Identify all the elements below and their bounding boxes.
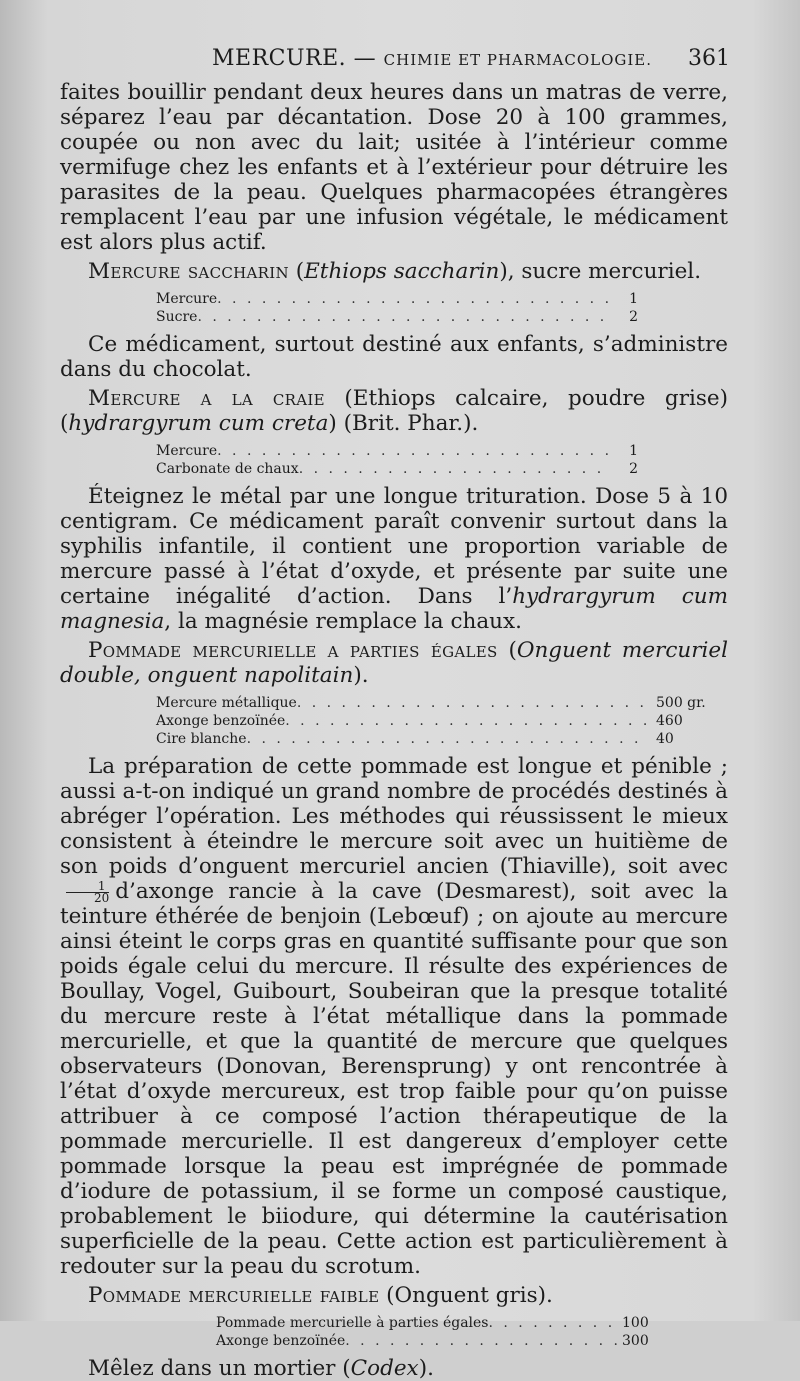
ingredient-quantity: 40 [656, 731, 674, 747]
heading-label: Pommade mercurielle faible [88, 1283, 380, 1308]
ingredient-name: Mercure [156, 291, 218, 307]
ingredient-name: Cire blanche [156, 731, 247, 747]
paragraph-continuation: faites bouillir pendant deux heures dans un matras de verre, séparez l’eau par décantation. Dose 20 à 100 grammes, coupée ou non avec du lait; usitée à l’intérieur comme vermifuge chez les enfants et à l’extérieur pour détruire les parasites de la peau. Quelques pharmacopées étrangères remplacent l’eau par une infusion végétale, le médicament est alors plus actif. [60, 80, 728, 255]
heading-italic: hydrargyrum cum creta [68, 411, 329, 436]
section-heading-mercure-craie [60, 386, 728, 436]
header-dash: — [353, 46, 377, 71]
heading-rest: ), sucre mercuriel. [499, 259, 702, 284]
ingredient-name: Mercure [156, 443, 218, 459]
header-subtitle: CHIMIE ET PHARMACOLOGIE. [383, 51, 653, 69]
paragraph-note-saccharin: Ce médicament, surtout destiné aux enfants, s’administre dans du chocolat. [60, 332, 728, 382]
paren-open: ( [288, 259, 305, 284]
recipe-row [156, 460, 638, 478]
ingredient-name: Pommade mercurielle à parties égales [216, 1315, 489, 1331]
recipe-row [216, 1332, 648, 1350]
recipe-row [156, 308, 638, 326]
ingredient-quantity: 1 [629, 443, 638, 459]
fraction [66, 878, 110, 905]
recipe-row [156, 290, 638, 308]
recipe-row [156, 712, 718, 730]
paragraph-final [60, 1356, 728, 1381]
note-text: La préparation de cette pommade est longue et pénible ; aussi a-t-on indiqué un grand nombre de procédés destinés à abréger l’opération. Les méthodes qui réussissent le mieux consistent à éteindre le mercure soit avec un huitième de son poids d’onguent mercuriel ancien (Thiaville), soit avec [60, 754, 728, 879]
ingredient-name: Sucre [156, 309, 198, 325]
running-header [60, 46, 732, 76]
dot-leader [217, 442, 612, 460]
heading-rest: (Onguent gris). [379, 1283, 553, 1308]
fraction-numerator: 1 [66, 881, 109, 893]
note-text-end: d’axonge rancie à la cave (Desmarest), soit avec la teinture éthérée de benjoin (Lebœuf) ; on ajoute au mercure ainsi éteint le corps gras en quantité suffisante pour que son poids égale celui du mercure. Il résulte des expériences de Boullay, Vogel, Guibourt, Soubeiran que la presque totalité du mercure reste à l’état métallique dans la pommade mercurielle, et que la quantité de mercure que quelques observateurs (Donovan, Berensprung) y ont rencontrée à l’état d’oxyde mercureux, est trop faible pour qu’on puisse attribuer à ce composé l’action thérapeutique de la pommade mercurielle. Il est dangereux d’employer cette pommade lorsque la peau est imprégnée de pommade d’iodure de potassium, il se forme un composé caustique, probablement le biiodure, qui détermine la cautérisation superficielle de la peau. Cette action est particulièrement à redouter sur la peau du scrotum. [60, 879, 728, 1279]
heading-italic: Onguent mercuriel double, onguent napolitain [60, 638, 728, 688]
dot-leader [489, 1314, 623, 1332]
ingredient-quantity: 500 gr. [656, 695, 706, 711]
recipe-pommade-egales [156, 694, 718, 748]
ingredient-name: Axonge benzoïnée [216, 1333, 346, 1349]
ingredient-quantity: 460 [656, 713, 683, 729]
dot-leader [299, 460, 612, 478]
header-title: MERCURE. [212, 46, 347, 71]
ingredient-quantity: 100 [622, 1315, 649, 1331]
recipe-row [156, 442, 638, 460]
recipe-row [216, 1314, 648, 1332]
section-heading-pommade-faible [60, 1283, 728, 1308]
heading-rest: ). [353, 663, 369, 688]
heading-rest: ) (Brit. Phar.). [328, 411, 479, 436]
ingredient-name: Carbonate de chaux [156, 461, 299, 477]
ingredient-quantity: 2 [629, 309, 638, 325]
dot-leader [285, 712, 650, 730]
note-text: Mêlez dans un mortier ( [88, 1356, 351, 1381]
section-heading-mercure-saccharin [60, 259, 728, 284]
fraction-denominator: 20 [94, 890, 110, 905]
text-column [60, 80, 728, 1381]
paren-open: ( [497, 638, 517, 663]
heading-label: Mercure a la craie [88, 386, 325, 411]
recipe-mercure-craie [156, 442, 638, 478]
recipe-mercure-saccharin [156, 290, 638, 326]
heading-label: Pommade mercurielle a parties égales [88, 638, 498, 663]
paragraph-note-craie [60, 484, 728, 634]
ingredient-quantity: 2 [629, 461, 638, 477]
heading-italic: Ethiops saccharin [304, 259, 500, 284]
dot-leader [217, 290, 612, 308]
heading-label: Mercure saccharin [88, 259, 289, 284]
dot-leader [247, 730, 650, 748]
note-text-end: , la magnésie remplace la chaux. [164, 609, 522, 634]
note-text-end: ). [418, 1356, 434, 1381]
heading-text: (Ethiops calcaire, poudre grise) ( [60, 386, 728, 436]
section-heading-pommade-egales [60, 638, 728, 688]
note-italic: Codex [350, 1356, 419, 1381]
running-title [212, 46, 652, 71]
note-text: Éteignez le métal par une longue trituration. Dose 5 à 10 centigram. Ce médicament paraît convenir surtout dans la syphilis infantile, il contient une proportion variable de mercure passé à l’état d’oxyde, et présente par suite une certaine inégalité d’action. Dans l’ [60, 484, 728, 609]
paragraph-note-pommade [60, 754, 728, 1279]
dot-leader [345, 1332, 622, 1350]
ingredient-quantity: 1 [629, 291, 638, 307]
ingredient-name: Mercure métallique [156, 695, 297, 711]
note-italic: hydrargyrum cum magnesia [60, 584, 728, 634]
recipe-row [156, 694, 718, 712]
dot-leader [297, 694, 650, 712]
ingredient-name: Axonge benzoïnée [156, 713, 286, 729]
dot-leader [197, 308, 612, 326]
ingredient-quantity: 300 [622, 1333, 649, 1349]
page-number: 361 [688, 46, 730, 71]
recipe-row [156, 730, 718, 748]
recipe-pommade-faible [216, 1314, 648, 1350]
